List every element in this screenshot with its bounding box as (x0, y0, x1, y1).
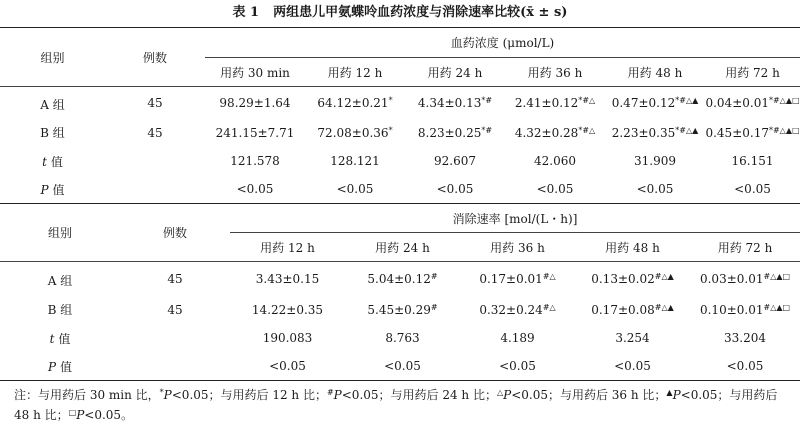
value-cell: 0.17±0.08#△▲ (591, 302, 674, 317)
value-cell: 2.41±0.12*#△ (514, 95, 596, 110)
t-value-cell: 92.607 (434, 154, 476, 168)
p-value-cell: <0.05 (236, 182, 274, 196)
table-row (0, 118, 800, 147)
table-row (0, 295, 800, 324)
rate-span-header: 消除速率 [mol/(L・h)] (230, 204, 800, 233)
group-header: 组别 (0, 28, 105, 87)
time-header: 用药 36 h (490, 240, 545, 255)
t-value-cell: 4.189 (500, 331, 535, 345)
value-cell: 0.13±0.02#△▲ (591, 271, 674, 286)
p-value-cell: <0.05 (726, 359, 764, 373)
t-value-row (0, 324, 800, 352)
t-value-row (0, 147, 800, 175)
value-cell: 0.10±0.01#△▲□ (699, 302, 791, 317)
count-header: 例数 (120, 204, 230, 262)
group-header: 组别 (0, 204, 120, 262)
elimination-rate-table (0, 203, 800, 381)
t-value-cell: 190.083 (262, 331, 313, 345)
value-cell: 8.23±0.25*# (417, 125, 493, 140)
p-value-row (0, 352, 800, 381)
table-number: 表 1 (232, 5, 260, 20)
value-cell: 64.12±0.21* (317, 95, 393, 110)
value-cell: 0.03±0.01#△▲□ (699, 271, 791, 286)
t-value-cell: 121.578 (230, 154, 280, 168)
time-header: 用药 12 h (327, 65, 383, 80)
table-footnote: 注：与用药后 30 min 比，*P<0.05；与用药后 12 h 比；#P<0.05；与用药后 24 h 比；△P<0.05；与用药后 36 h 比；▲P<0.05；与用药后 48 h 比；□P<0.05。 (14, 388, 778, 422)
group-label: A 组 (47, 273, 73, 288)
value-cell: 14.22±0.35 (251, 302, 324, 317)
value-cell: 0.47±0.12*#△▲ (611, 95, 699, 110)
time-header: 用药 30 min (220, 65, 290, 80)
concentration-table (0, 27, 800, 204)
p-value-label: P 值 (48, 359, 72, 374)
value-cell: 98.29±1.64 (219, 95, 291, 110)
group-label: A 组 (40, 97, 65, 112)
header-row (0, 28, 800, 58)
value-cell: 0.45±0.17*#△▲□ (705, 125, 800, 140)
value-cell: 0.17±0.01#△ (479, 271, 556, 286)
header-row (0, 204, 800, 233)
count-cell: 45 (147, 125, 163, 140)
value-cell: 0.32±0.24#△ (479, 302, 556, 317)
p-value-cell: <0.05 (336, 182, 374, 196)
time-header: 用药 24 h (375, 240, 430, 255)
value-cell: 241.15±7.71 (215, 125, 295, 140)
count-cell: 45 (167, 302, 183, 317)
p-value-cell: <0.05 (436, 182, 474, 196)
table-row (0, 262, 800, 296)
p-value-label: P 值 (40, 182, 65, 197)
table-caption (0, 4, 800, 22)
empty-cell (105, 175, 205, 204)
empty-cell (120, 352, 230, 381)
empty-cell (105, 147, 205, 175)
time-header: 用药 24 h (427, 65, 483, 80)
p-value-cell: <0.05 (384, 359, 421, 373)
p-value-cell: <0.05 (734, 182, 771, 196)
p-value-row (0, 175, 800, 204)
group-label: B 组 (47, 303, 73, 317)
value-cell: 5.45±0.29# (367, 302, 438, 317)
value-cell: 4.34±0.13*# (417, 95, 493, 110)
concentration-span-header: 血药浓度 (μmol/L) (205, 28, 800, 58)
t-value-cell: 128.121 (330, 154, 380, 168)
count-header: 例数 (105, 28, 205, 87)
empty-cell (120, 324, 230, 352)
table-title: 两组患儿甲氨蝶呤血药浓度与消除速率比较 (273, 5, 521, 20)
time-header: 用药 36 h (527, 65, 583, 80)
table-statistic: (x̄ ± s) (520, 5, 568, 20)
t-value-label: t 值 (42, 154, 63, 169)
t-value-cell: 3.254 (615, 331, 650, 345)
t-value-label: t 值 (49, 331, 71, 346)
p-value-cell: <0.05 (636, 182, 674, 196)
count-cell: 45 (167, 271, 183, 286)
time-header: 用药 72 h (717, 240, 773, 255)
t-value-cell: 8.763 (385, 331, 420, 345)
time-header: 用药 12 h (260, 240, 315, 255)
t-value-cell: 33.204 (724, 331, 767, 345)
value-cell: 3.43±0.15 (255, 271, 320, 286)
value-cell: 72.08±0.36* (317, 125, 393, 140)
value-cell: 4.32±0.28*#△ (514, 125, 596, 140)
p-value-cell: <0.05 (499, 359, 536, 373)
time-header: 用药 48 h (627, 65, 683, 80)
p-value-cell: <0.05 (269, 359, 306, 373)
value-cell: 5.04±0.12# (367, 271, 438, 286)
time-header: 用药 72 h (725, 65, 780, 80)
value-cell: 2.23±0.35*#△▲ (611, 125, 699, 140)
p-value-cell: <0.05 (536, 182, 574, 196)
table-row (0, 87, 800, 119)
t-value-cell: 31.909 (634, 154, 676, 168)
t-value-cell: 16.151 (731, 154, 774, 168)
time-header: 用药 48 h (605, 240, 660, 255)
value-cell: 0.04±0.01*#△▲□ (705, 95, 800, 110)
group-label: B 组 (40, 126, 65, 140)
t-value-cell: 42.060 (534, 154, 576, 168)
p-value-cell: <0.05 (614, 359, 651, 373)
count-cell: 45 (147, 95, 163, 110)
